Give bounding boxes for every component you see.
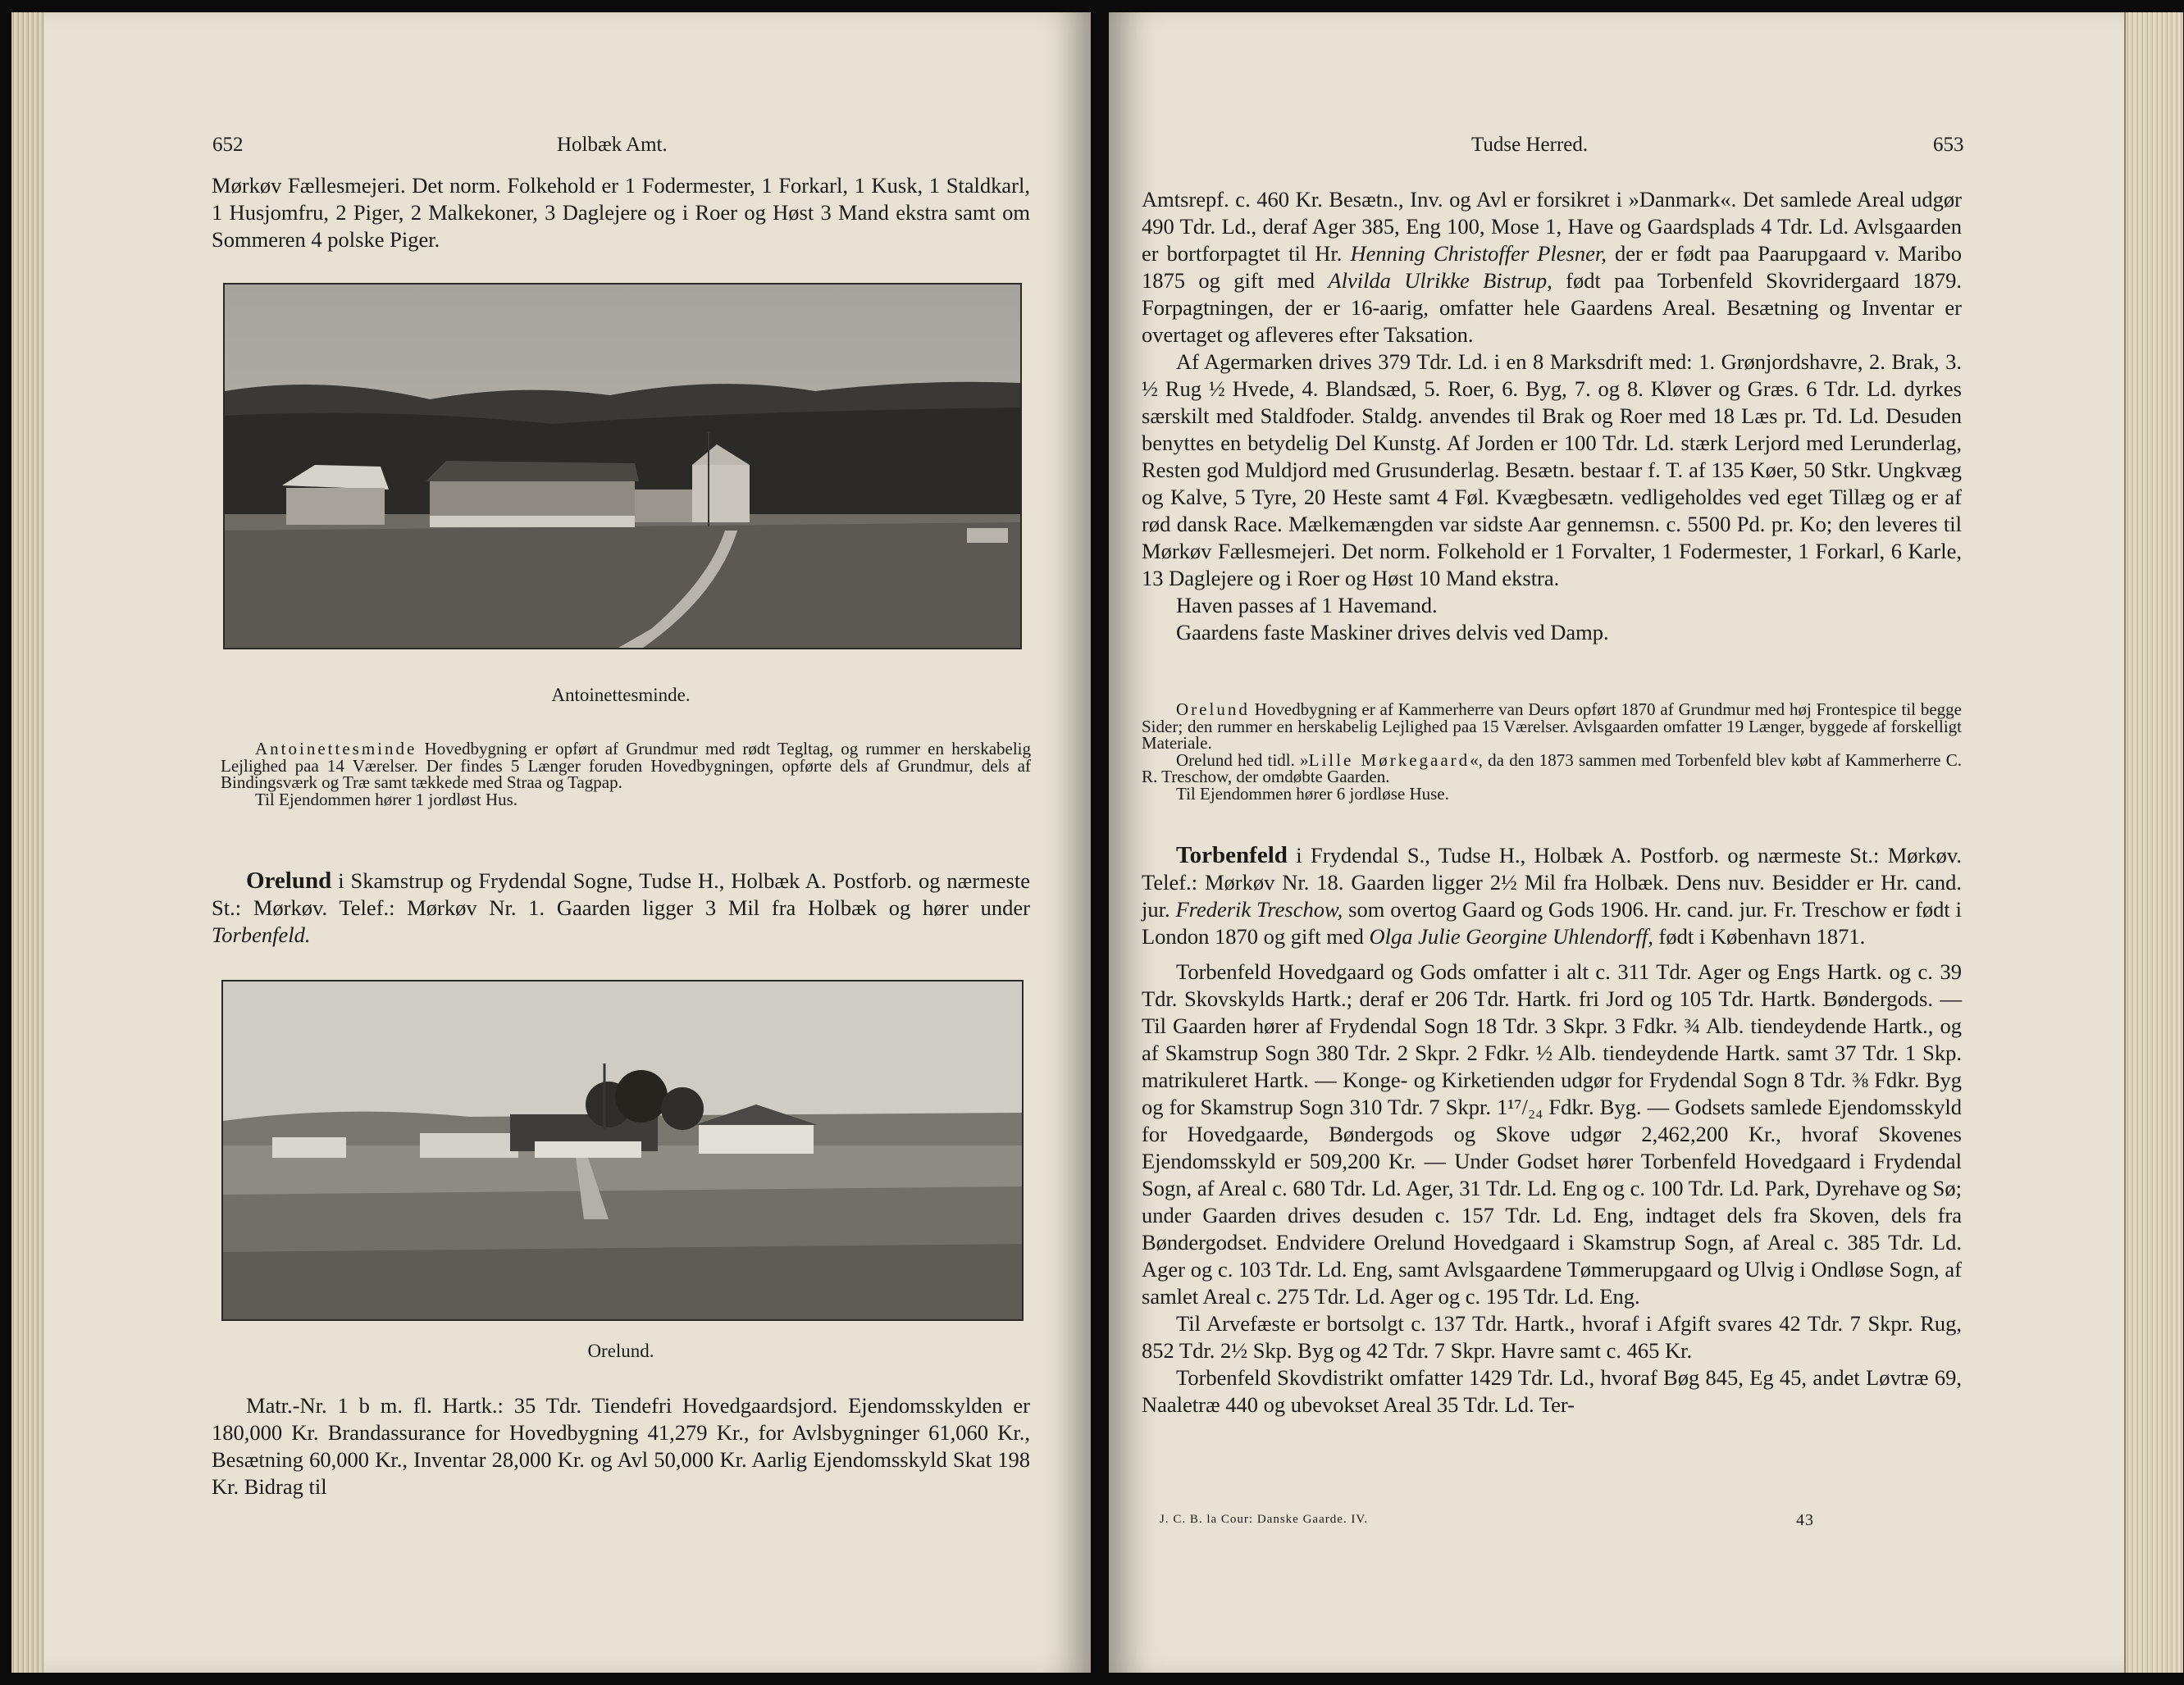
photo-caption: Antoinettesminde. <box>551 685 691 705</box>
notes-orelund: Orelund Hovedbygning er af Kammerherre van Deurs opført 1870 af Grundmur med høj Frontespice til begge Sider; den rummer en herskabelig Lejlighed paa 15 Værelser. Avlsgaarden omfatter 19 Længer, byggede af forskelligt Materiale. Orelund hed tidl. »Lille Mørkegaard«, da den 1873 sammen med Torbenfeld blev købt af Kammerherre C. R. Treschow, der omdøbte Gaarden. Til Ejendommen hører 6 jordløse Huse. <box>1142 699 1963 804</box>
left-page <box>11 12 1091 1673</box>
running-head: Holbæk Amt. <box>557 134 668 156</box>
signature-mark: 43 <box>1796 1511 1814 1529</box>
running-head: Tudse Herred. <box>1471 134 1589 156</box>
photo-antoinettesminde <box>223 283 1022 649</box>
page-body: Amtsrepf. c. 460 Kr. Besætn., Inv. og Avl er forsikret i »Danmark«. Det samlede Areal udgør 490 Tdr. Ld., deraf Ager 385, Eng 100, Mose 1, Have og Gaardsplads 4 Tdr. Ld. Avlsgaarden er bortforpagtet til Hr. Henning Christoffer Plesner, der er født paa Paarupgaard v. Maribo 1875 og gift med Alvilda Ulrikke Bistrup, født paa Torbenfeld Skovridergaard 1879. Forpagtningen, der er 16-aarig, omfatter hele Gaardens Areal. Besætning og Inventar er overtaget og afleveres efter Taksation. Af Agermarken drives 379 Tdr. Ld. i en 8 Marksdrift med: 1. Grønjordshavre, 2. Brak, 3. ½ Rug ½ Hvede, 4. Blandsæd, 5. Roer, 6. Byg, 7. og 8. Kløver og Græs. 6 Tdr. Ld. dyrkes særskilt med Staldfoder. Staldg. anvendes til Brak og Roer med 18 Læs pr. Td. Ld. Desuden benyttes en betydelig Del Kunstg. Af Jorden er 100 Tdr. Ld. stærk Lerjord med Lerunderlag, Resten god Muldjord med Grusunderlag. Besætn. bestaar f. T. af 135 Køer, 50 Stkr. Ungkvæg og Kalve, 5 Tyre, 20 Heste samt 4 Føl. Kvægbesætn. vedligeholdes ved eget Tillæg og er af rød dansk Race. Mælkemængden var sidste Aar gennemsn. c. 5500 Pd. pr. Ko; den leveres til Mørkøv Fællesmejeri. Det norm. Folkehold er 1 Forvalter, 1 Fodermester, 1 Forkarl, 6 Karle, 13 Daglejere og i Roer og Høst 10 Mand ekstra. Haven passes af 1 Havemand. Gaardens faste Maskiner drives delvis ved Damp. <box>1142 187 1962 644</box>
photo-caption: Orelund. <box>587 1341 654 1361</box>
page-fore-edge <box>2124 12 2183 1673</box>
photo-orelund <box>221 980 1024 1321</box>
entry-title: Torbenfeld <box>1176 842 1288 868</box>
note-antoinettesminde: Antoinettesminde Hovedbygning er opført af Grundmur med rødt Tegltag, og rummer en herskabelig Lejlighed paa 14 Værelser. Der findes 5 Længer foruden Hovedbygningen, opførte dels af Grundmur, dels af Bindingsværk og Træ samt tækkede med Straa og Tagpap. Til Ejendommen hører 1 jordløst Hus. <box>221 739 1031 809</box>
right-page <box>1109 12 2183 1673</box>
entry-title: Orelund <box>246 868 332 894</box>
intro-paragraph: Mørkøv Fællesmejeri. Det norm. Folkehold er 1 Fodermester, 1 Forkarl, 1 Kusk, 1 Staldkarl, 1 Husjomfru, 2 Piger, 2 Malkekoner, 3 Daglejere og i Roer og Høst 3 Mand ekstra samt om Sommeren 4 polske Piger. <box>212 173 1030 252</box>
torbenfeld-entry: Torbenfeld i Frydendal S., Tudse H., Holbæk A. Postforb. og nærmeste St.: Mørkøv. Telef.: Mørkøv Nr. 18. Gaarden ligger 2½ Mil fra Holbæk. Dens nuv. Besidder er Hr. cand. jur. Frederik Treschow, som overtog Gaard og Gods 1906. Hr. cand. jur. Fr. Treschow er født i London 1870 og gift med Olga Julie Georgine Uhlendorff, født i København 1871. Torbenfeld Hovedgaard og Gods omfatter i alt c. 311 Tdr. Ager og Engs Hartk. og c. 39 Tdr. Skovskylds Hartk.; deraf er 206 Tdr. Hartk. fri Jord og 105 Tdr. Hartk. Bøndergods. — Til Gaarden hører af Frydendal Sogn 18 Tdr. 3 Skpr. 3 Fdkr. ¾ Alb. tiendeydende Hartk., og af Skamstrup Sogn 380 Tdr. 2 Skpr. 2 Fdkr. ½ Alb. tiendeydende Hartk. samt 37 Tdr. 1 Skp. matrikuleret Hartk. — Konge- og Kirketienden udgør for Frydendal Sogn 8 Tdr. ⅜ Fdkr. Byg og for Skamstrup Sogn 310 Tdr. 7 Skpr. 1¹⁷/₂₄ Fdkr. Byg. — Godsets samlede Ejendomsskyld for Hovedgaarde, Bøndergods og Skove udgør 2,462,200 Kr., hvoraf Skovenes Ejendomsskyld er 509,200 Kr. — Under Godset hører Torbenfeld Hovedgaard i Frydendal Sogn, af Areal c. 680 Tdr. Ld. Ager, 31 Tdr. Ld. Eng og c. 100 Tdr. Ld. Park, Dyrehave og Sø; under Gaarden drives desuden c. 157 Tdr. Ld. Eng, indtaget dels fra Skoven, dels fra Bøndergodset. Endvidere Orelund Hovedgaard i Skamstrup Sogn, af Areal c. 385 Tdr. Ld. Ager og c. 103 Tdr. Ld. Eng, samt Avlsgaardene Tømmerupgaard og Ulvig i Ondløse Sogn, af samlet Areal c. 275 Tdr. Ld. Ager og c. 195 Tdr. Ld. Eng. Til Arvefæste er bortsolgt c. 137 Tdr. Hartk., hvoraf i Afgift svares 42 Tdr. 7 Skpr. Rug, 852 Tdr. 2½ Skp. Byg og 42 Tdr. 7 Skpr. Havre samt c. 465 Kr. Torbenfeld Skovdistrikt omfatter 1429 Tdr. Ld., hvoraf Bøg 845, Eg 45, andet Løvtræ 69, Naaletræ 440 og ubevokset Areal 35 Tdr. Ld. Ter- <box>1142 842 1962 1417</box>
orelund-entry: Orelund i Skamstrup og Frydendal Sogne, Tudse H., Holbæk A. Postforb. og nærmeste St.: Mørkøv. Telef.: Mørkøv Nr. 1. Gaarden ligger 3 Mil fra Holbæk og hører under Torbenfeld. <box>212 868 1030 947</box>
page-edge <box>11 12 44 1673</box>
page-number: 652 <box>212 134 244 156</box>
page-number: 653 <box>1933 134 1964 156</box>
footer-imprint: J. C. B. la Cour: Danske Gaarde. IV. <box>1160 1513 1369 1526</box>
matr-paragraph: Matr.-Nr. 1 b m. fl. Hartk.: 35 Tdr. Tiendefri Hovedgaardsjord. Ejendomsskylden er 180,000 Kr. Brandassurance for Hovedbygning 41,279 Kr., for Avlsbygninger 61,060 Kr., Besætning 60,000 Kr., Inventar 28,000 Kr. og Avl 50,000 Kr. Aarlig Ejendomsskyld Skat 198 Kr. Bidrag til <box>212 1393 1030 1499</box>
